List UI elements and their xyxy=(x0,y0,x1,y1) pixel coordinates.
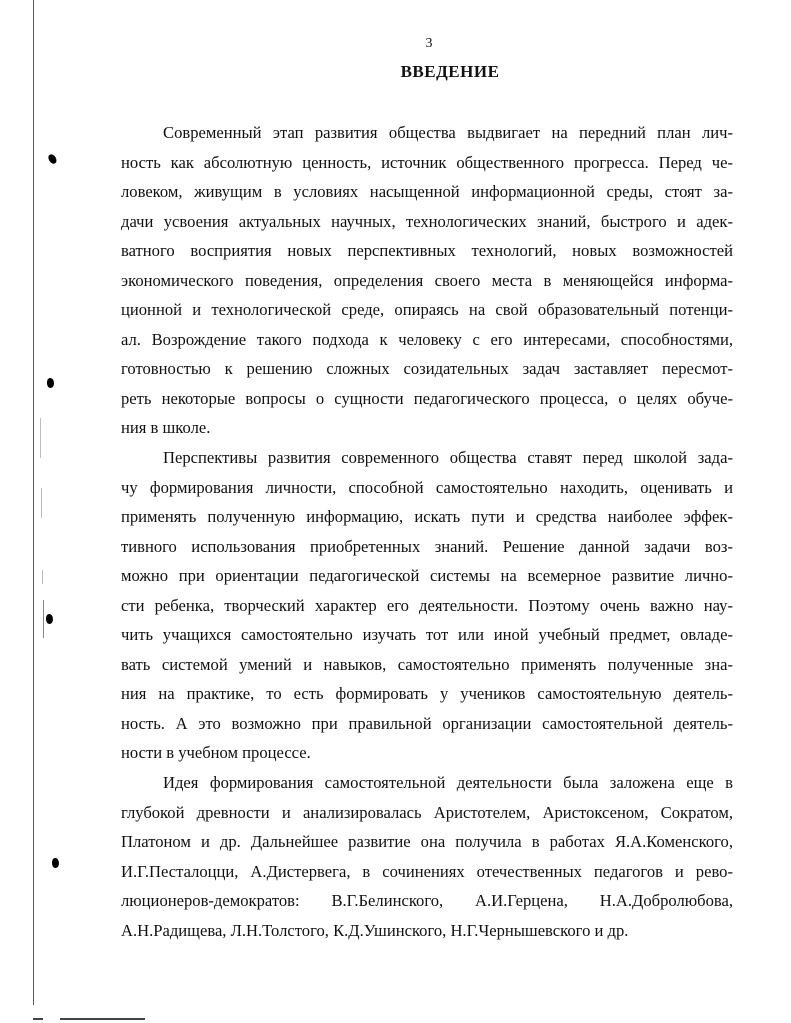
text-line: применять полученную информацию, искать пути и средства наиболее эффек- xyxy=(121,507,733,527)
text-line: А.Н.Радищева, Л.Н.Толстого, К.Д.Ушинского, Н.Г.Чернышевского и др. xyxy=(121,920,629,940)
paragraph-1 xyxy=(121,118,733,443)
page-number: 3 xyxy=(425,36,433,51)
scan-speck xyxy=(41,488,42,518)
text-line: ность. А это возможно при правильной организации самостоятельной деятель- xyxy=(121,713,733,733)
text-line: чу формирования личности, способной самостоятельно находить, оценивать и xyxy=(121,477,733,497)
text-line: ал. Возрождение такого подхода к человеку с его интересами, способностями, xyxy=(121,329,733,349)
text-line: ватного восприятия новых перспективных технологий, новых возможностей xyxy=(121,241,733,261)
text-line: люционеров-демократов: В.Г.Белинского, А.И.Герцена, Н.А.Добролюбова, xyxy=(121,891,733,911)
text-line: экономического поведения, определения своего места в меняющейся информа- xyxy=(121,270,733,290)
text-line: реть некоторые вопросы о сущности педагогического процесса, о целях обуче- xyxy=(121,388,733,408)
binder-hole-mark xyxy=(47,378,54,388)
scan-speck xyxy=(42,570,43,584)
binding-edge-line xyxy=(33,0,34,1005)
text-line: ционной и технологической среде, опираясь на свой образовательный потенци- xyxy=(121,300,733,320)
text-line: готовностью к решению сложных созидательных задач заставляет пересмот- xyxy=(121,359,733,379)
text-line: ния в школе. xyxy=(121,418,211,438)
scan-speck xyxy=(43,600,44,638)
text-line: Перспективы развития современного общества ставят перед школой зада- xyxy=(163,448,733,468)
text-line: глубокой древности и анализировалась Аристотелем, Аристоксеном, Сократом, xyxy=(121,802,733,822)
text-line: тивного использования приобретенных знаний. Решение данной задачи воз- xyxy=(121,536,733,556)
text-line: ловеком, живущим в условиях насыщенной информационной среды, стоят за- xyxy=(121,182,733,202)
scan-edge-dash xyxy=(33,1018,43,1020)
text-line: вать системой умений и навыков, самостоятельно применять полученные зна- xyxy=(121,654,733,674)
text-line: Платоном и др. Дальнейшее развитие она получила в работах Я.А.Коменского, xyxy=(121,832,733,852)
paragraph-2 xyxy=(121,443,733,768)
text-line: дачи усвоения актуальных научных, технологических знаний, быстрого и адек- xyxy=(121,211,733,231)
text-line: ность как абсолютную ценность, источник общественного прогресса. Перед че- xyxy=(121,152,733,172)
page-title: ВВЕДЕНИЕ xyxy=(400,62,500,81)
text-line: сти ребенка, творческий характер его деятельности. Поэтому очень важно нау- xyxy=(121,595,733,615)
paragraph-3 xyxy=(121,768,733,945)
text-line: можно при ориентации педагогической системы на всемерное развитие лично- xyxy=(121,566,733,586)
text-line: Современный этап развития общества выдвигает на передний план лич- xyxy=(163,123,733,142)
scan-edge-dash xyxy=(60,1018,145,1020)
scan-speck xyxy=(40,418,41,458)
text-line: И.Г.Песталоцци, А.Дистервега, в сочинениях отечественных педагогов и рево- xyxy=(121,861,733,881)
text-line: Идея формирования самостоятельной деятельности была заложена еще в xyxy=(163,773,733,793)
binder-hole-mark xyxy=(52,858,59,868)
text-line: ния на практике, то есть формировать у учеников самостоятельную деятель- xyxy=(121,684,733,704)
binder-hole-mark xyxy=(46,614,53,624)
binder-hole-mark xyxy=(47,153,58,165)
text-line: ности в учебном процессе. xyxy=(121,743,311,763)
body-text xyxy=(121,118,733,945)
text-line: чить учащихся самостоятельно изучать тот или иной учебный предмет, овладе- xyxy=(121,625,733,645)
